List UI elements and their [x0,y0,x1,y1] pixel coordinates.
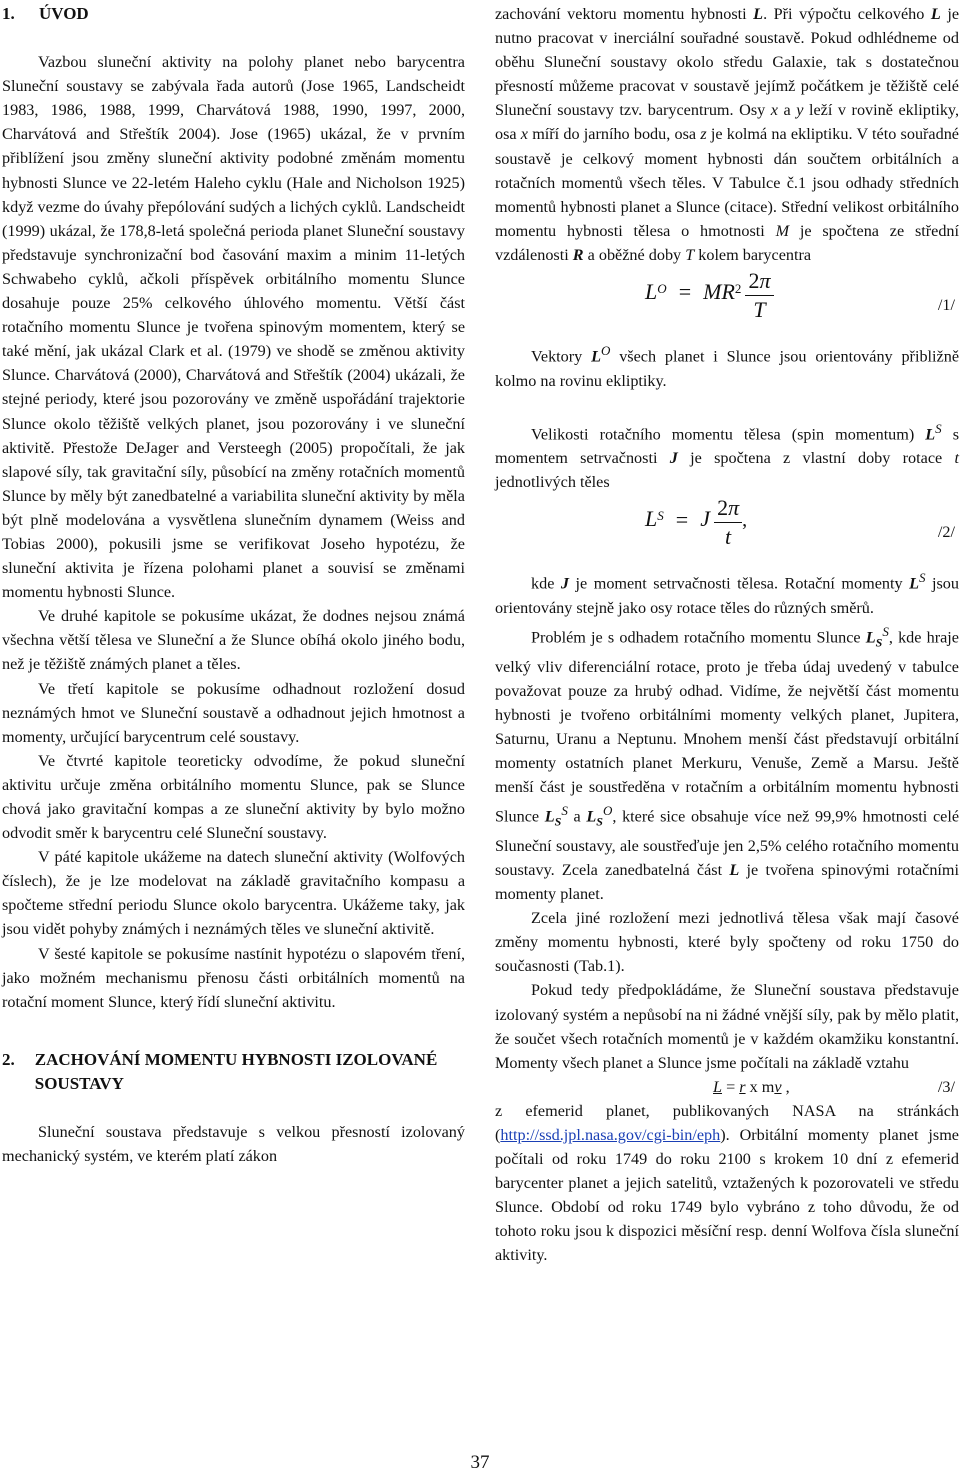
equation-label: /1/ [937,296,955,315]
paragraph: kde J je moment setrvačnosti tělesa. Rotační momenty $L^S$ jsou orientovány stejně jako osy rotace těles do různých směrů. [495,570,959,617]
equation-label: /3/ [937,1077,955,1096]
heading-title: ZACHOVÁNÍ MOMENTU HYBNOSTI IZOLOVANÉ SOUSTAVY [34,1049,438,1093]
paragraph: Zcela jiné rozložení mezi jednotlivá tělesa však mají časové změny momentu hybnosti, které byly spočteny od roku 1750 do současnosti (Tab.1). [495,909,959,976]
equation-label: /2/ [937,523,955,542]
page-number: 37 [470,1452,490,1473]
paragraph: Vazbou sluneční aktivity na polohy planet nebo barycentra Sluneční soustavy se zabývala řada autorů (Jose 1965, Landscheidt 1983, 1986, 1988, 1999, Charvátová 1988, 1990, 1997, 2000, Charvátová and Střeštík 2004). Jose (1965) ukázal, že v prvním přiblížení jsou změny sluneční aktivity podobné změnám momentu hybnosti Slunce ve 22-letém Haleho cyklu (Hale and Nicholson 1925) když vezme do úvahy přepólování sudých a lichých cyklů. Landscheidt (1999) ukázal, že 178,8-letá společná perioda planet Sluneční soustavy představuje synchronizační bod časování maxim a minim 11-letých Schwabeho cyklů, ačkoli příspěvek orbitálního momentu Slunce dosahuje pouze 25% celkového úhlového momentu. Větší část rotačního momentu Slunce je tvořena spinovým momentem, který se také mění, jak ukázal Clark et al. (1979) ve shodě se změnou aktivity Slunce. Charvátová (2000), Charvátová and Střeštík (2004) ukázali, že stejné periody, které jsou pozorovány ve změně uspořádání trajektorie Slunce okolo těžiště velkých planet, jsou pozorovány i ve sluneční aktivitě. Přestože DeJager and Versteegh (2005) propočítali, že jak slapové síly, tak gravitační síly, působící na změny rotačních momentů Slunce by měly být zanedbatelné a variabilita sluneční aktivity by měla být plně modelována a vysvětlena slunečním dynamem (Weiss and Tobias 2000), pokusili jsme se verifikovat Joseho hypotézu, že sluneční aktivita je řízena polohami planet a souvisí se změnami momentu hybnosti Slunce. [2,53,466,602]
ephemeris-link[interactable]: http://ssd.jpl.nasa.gov/cgi-bin/eph [500,1125,721,1144]
paragraph: Pokud tedy předpokládáme, že Sluneční soustava představuje izolovaný systém a nepůsobí na ni žádné vnější síly, pak by mělo platit, že součet všech rotačních momentů je v každém okamžiku konstantní. Momenty všech planet a Slunce jsme počítali na základě vztahu [495,981,959,1072]
heading-number: 2. [2,1049,15,1069]
left-column [2,2,465,1168]
paragraph: Ve třetí kapitole se pokusíme odhadnout rozložení dosud neznámých hmot ve Sluneční soustavě a odhadnout jejich hmotnost a momenty, určující barycentrum celé soustavy. [2,679,465,746]
equation-3: L = r x mv , /3/ [495,1075,959,1099]
heading-title: ÚVOD [39,4,89,23]
paragraph: Ve druhé kapitole se pokusíme ukázat, že dodnes nejsou známá všechna větší tělesa ve Sluneční a že Slunce obíhá okolo jiného bodu, než je těžiště známých planet a těles. [2,607,465,674]
section-heading-2 [2,1048,465,1096]
paragraph: z efemerid planet, publikovaných NASA na stránkách (http://ssd.jpl.nasa.gov/cgi-bin/eph). Orbitální momenty planet jsme počítali od roku 1749 do roku 2100 s krokem 10 dní z efemerid barycenter planet a jejich satelitů, vztažených k pozorovateli ve středu Slunce. Období od roku 1749 bylo vybráno z toho důvodu, že od tohoto roku jsou k dispozici měsíční resp. denní Wolfova čísla sluneční aktivity. [495,1101,959,1265]
paragraph: Vektory $L^O$ všech planet i Slunce jsou orientovány přibližně kolmo na rovinu ekliptiky. [495,343,959,390]
equation-2: $L^S = J$ $\frac{2\pi}{t}$ , /2/ [645,495,955,550]
paragraph: Problém je s odhadem rotačního momentu Slunce $L_S^S$, kde hraje velký vliv diferenciální rotace, proto je třeba údaj uvedený v tabulce považovat pouze za hrubý odhad. Vidíme, že největší část momentu hybnosti je tvořeno orbitálními momenty velkých planet, Jupitera, Saturnu, Uranu a Neptunu. Mnohem menší část představují orbitální momenty ostatních planet Merkuru, Venuše, Země a Marsu. Ještě menší část je soustředěna v rotačním a orbitálním momentu hybnosti Slunce $L_S^S$ a $L_S^O$, které sice obsahuje více než 99,9% hmotnosti celé Sluneční soustavy, ale soustřeďuje jen 2,5% celého rotačního momentu soustavy. Zcela zanedbatelná část L je tvořena spinovými rotačními momenty planet. [495,623,960,904]
right-column [495,2,959,1268]
paragraph: Sluneční soustava představuje s velkou přesností izolovaný mechanický systém, ve kterém platí zákon [2,1123,465,1166]
paragraph: V šesté kapitole se pokusíme nastínit hypotézu o slapovém tření, jako možném mechanismu přenosu části orbitálních momentů na rotační moment Slunce, který řídí sluneční aktivitu. [2,944,465,1011]
section-heading-1 [2,2,465,26]
equation-1: $L^O = MR^2$ $\frac{2\pi}{T}$ /1/ [645,268,955,323]
paragraph: Velikosti rotačního momentu tělesa (spin momentum) $L^S$ s momentem setrvačnosti J je spočtena z vlastní doby rotace t jednotlivých těles [495,420,959,492]
paragraph: zachování vektoru momentu hybnosti L. Při výpočtu celkového L je nutno pracovat v inerciální souřadné soustavě. Pokud odhlédneme od oběhu Sluneční soustavy okolo středu Galaxie, tak s dostatečnou přesností můžeme pracovat v soustavě jejímž počátkem je těžiště celé Sluneční soustavy tzv. barycentrum. Osy x a y leží v rovině ekliptiky, osa x míří do jarního bodu, osa z je kolmá na ekliptiku. V této souřadné soustavě je celkový moment hybnosti dán součtem orbitálních a rotačních momentů všech těles. V Tabulce č.1 jsou odhady středních momentů hybnosti planet a Slunce (citace). Střední velikost orbitálního momentu hybnosti tělesa o hmotnosti M je spočtena ze střední vzdálenosti R a oběžné doby T kolem barycentra [495,5,960,264]
paragraph: Ve čtvrté kapitole teoreticky odvodíme, že pokud sluneční aktivitu určuje změna orbitálního momentu Slunce, pak se Slunce chová jako gravitační kompas a ze sluneční aktivity by bylo možno odvodit směr k barycentru celé Sluneční soustavy. [2,751,465,843]
heading-number: 1. [2,4,15,23]
paragraph: V páté kapitole ukážeme na datech sluneční aktivity (Wolfových číslech), že je lze modelovat na základě gravitačního kompasu a spočteme střední periodu Slunce okolo barycentra. Ukážeme taky, jak jsou vidět pohyby známých i neznámých těles ve sluneční aktivitě. [2,848,465,939]
